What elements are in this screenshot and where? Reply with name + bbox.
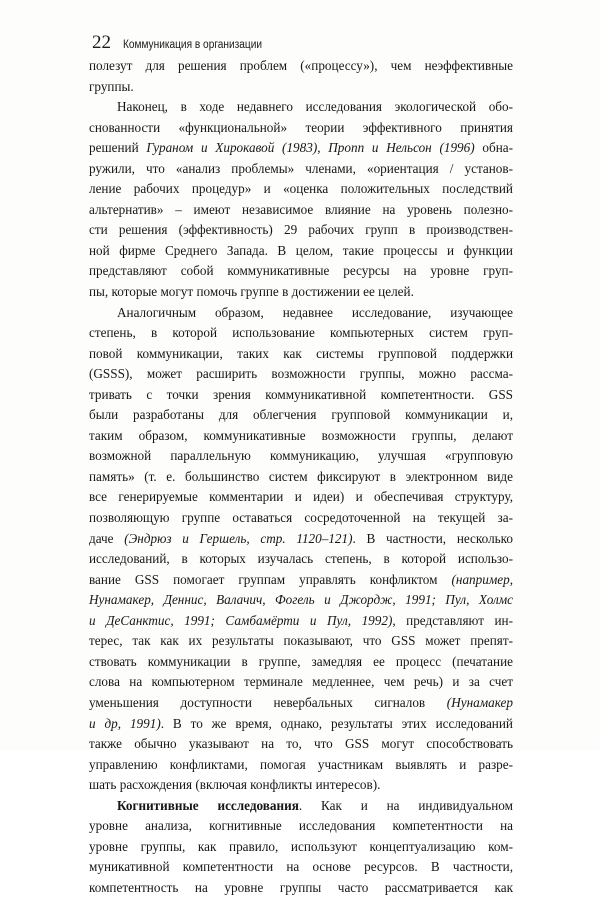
text-line xyxy=(89,241,513,262)
page-number: 22 xyxy=(92,32,111,53)
text-line xyxy=(89,118,513,139)
text-line xyxy=(89,385,513,406)
line-text: . В то же время, однако, результаты этих исследований xyxy=(160,715,513,731)
text-line xyxy=(89,590,513,611)
line-text: . В частности, несколько xyxy=(352,530,513,546)
citation-text: и др, 1991) xyxy=(89,715,161,731)
body-text xyxy=(89,56,513,898)
text-line xyxy=(89,405,513,426)
text-line xyxy=(89,467,513,488)
citation-text: (например, xyxy=(451,571,513,587)
line-text: компетентность на уровне группы часто рассматривается как xyxy=(89,879,513,895)
line-text: . Как и на индивидуальном xyxy=(298,797,513,813)
line-text: уровне анализа, когнитивные исследования компетентности на xyxy=(89,818,513,834)
text-line xyxy=(89,426,513,447)
text-line xyxy=(89,179,513,200)
text-line xyxy=(89,282,513,303)
text-line xyxy=(89,323,513,344)
text-line xyxy=(89,611,513,632)
text-line xyxy=(89,77,513,98)
text-line xyxy=(89,56,513,77)
line-text: вание GSS помогает группам управлять конфликтом xyxy=(89,571,452,587)
line-text: шать расхождения (включая конфликты интересов). xyxy=(89,777,381,793)
text-line xyxy=(89,303,513,324)
text-line xyxy=(89,446,513,467)
line-text: таким образом, коммуникативные возможности группы, делают xyxy=(89,427,513,443)
line-text: пы, которые могут помочь группе в достижении ее целей. xyxy=(89,284,414,300)
line-text: даче xyxy=(89,530,125,546)
line-text: ружили, что «анализ проблемы» членами, «ориентация / установ- xyxy=(89,160,513,176)
line-text: возможной параллельную коммуникацию, улучшая «групповую xyxy=(89,448,513,464)
line-text: память» (т. е. большинство систем фиксируют в электронном виде xyxy=(89,468,513,484)
line-text: снованности «функциональной» теории эффективного принятия xyxy=(89,119,513,135)
line-text: представляют собой коммуникативные ресурсы на уровне груп- xyxy=(89,263,513,279)
line-text: исследований, в которых изучалась степень, в которой использо- xyxy=(89,551,513,567)
line-text: Наконец, в ходе недавнего исследования экологической обо- xyxy=(117,99,513,115)
text-line xyxy=(89,672,513,693)
line-text: альтернатив» – имеют независимое влияние на уровень полезно- xyxy=(89,201,513,217)
line-text: решений xyxy=(89,140,147,156)
line-text: сти решения (эффективность) 29 рабочих групп в производствен- xyxy=(89,222,513,238)
line-text: Аналогичным образом, недавнее исследование, изучающее xyxy=(117,304,513,320)
text-line xyxy=(89,693,513,714)
text-line xyxy=(89,755,513,776)
text-line xyxy=(89,261,513,282)
text-line xyxy=(89,364,513,385)
citation-text: (Эндрюз и Гершель, стр. 1120–121) xyxy=(124,530,353,546)
citation-text: и ДеСанктис, 1991; Самбамёрти и Пул, 1992) xyxy=(89,612,393,628)
citation-text: Гураном и Хирокавой (1983) xyxy=(146,140,318,156)
line-text: тривать с точки зрения коммуникативной компетентности. GSS xyxy=(89,386,513,402)
line-text: слова на компьютерном терминале медленнее, чем речь) и за счет xyxy=(89,674,513,690)
line-text: обна- xyxy=(474,140,513,156)
text-line xyxy=(89,200,513,221)
line-text: терес, так как их результаты показывают, что GSS может препят- xyxy=(89,633,513,649)
text-line xyxy=(89,220,513,241)
text-line xyxy=(89,796,513,817)
text-line xyxy=(89,344,513,365)
line-text: , xyxy=(317,140,329,156)
line-text: (GSSS), может расширить возможности группы, можно рассма- xyxy=(89,366,513,382)
line-text: , представляют ин- xyxy=(392,612,513,628)
line-text: управлению конфликтами, помогая участникам выявлять и разре- xyxy=(89,756,513,772)
line-text: также обычно указывают на то, что GSS могут способствовать xyxy=(89,736,513,752)
text-line xyxy=(89,508,513,529)
citation-text: Нунамакер, Деннис, Валачич, Фогель и Джордж, 1991; Пул, Холмс xyxy=(89,592,513,608)
text-line xyxy=(89,734,513,755)
citation-text: (Нунамакер xyxy=(446,694,513,710)
text-line xyxy=(89,529,513,550)
line-text: позволяющую группе оставаться сосредоточенной на текущей за- xyxy=(89,510,513,526)
text-line xyxy=(89,775,513,796)
citation-text: Пропп и Нельсон (1996) xyxy=(328,140,475,156)
line-text: ствовать коммуникации в группе, замедляя ее процесс (печатание xyxy=(89,653,513,669)
text-line xyxy=(89,549,513,570)
text-line xyxy=(89,878,513,898)
line-text: степень, в которой использование компьютерных систем груп- xyxy=(89,325,513,341)
text-line xyxy=(89,97,513,118)
text-line xyxy=(89,652,513,673)
line-text: уровне группы, как правило, используют концептуализацию ком- xyxy=(89,838,513,854)
text-line xyxy=(89,138,513,159)
text-line xyxy=(89,631,513,652)
line-text: уменьшения доступности невербальных сигналов xyxy=(89,694,447,710)
line-text: были разработаны для облегчения групповой коммуникации и, xyxy=(89,407,513,423)
text-line xyxy=(89,857,513,878)
line-text: все генерируемые комментарии и идеи) и обеспечивая структуру, xyxy=(89,489,513,505)
line-text: ление рабочих процедур» и «оценка положительных последствий xyxy=(89,181,513,197)
text-line xyxy=(89,159,513,180)
line-text: муникативной компетентности на основе ресурсов. В частности, xyxy=(89,859,513,875)
text-line xyxy=(89,714,513,735)
bold-heading-text: Когнитивные исследования xyxy=(117,797,299,813)
text-line xyxy=(89,570,513,591)
line-text: ной фирме Среднего Запада. В целом, такие процессы и функции xyxy=(89,242,513,258)
running-head: Коммуникация в организации xyxy=(123,39,263,51)
text-line xyxy=(89,816,513,837)
text-line xyxy=(89,487,513,508)
page-header xyxy=(92,32,281,54)
line-text: полезут для решения проблем («процессу»), чем неэффективные xyxy=(89,58,513,73)
line-text: группы. xyxy=(89,78,134,94)
line-text: повой коммуникации, таких как системы групповой поддержки xyxy=(89,345,513,361)
text-line xyxy=(89,837,513,858)
